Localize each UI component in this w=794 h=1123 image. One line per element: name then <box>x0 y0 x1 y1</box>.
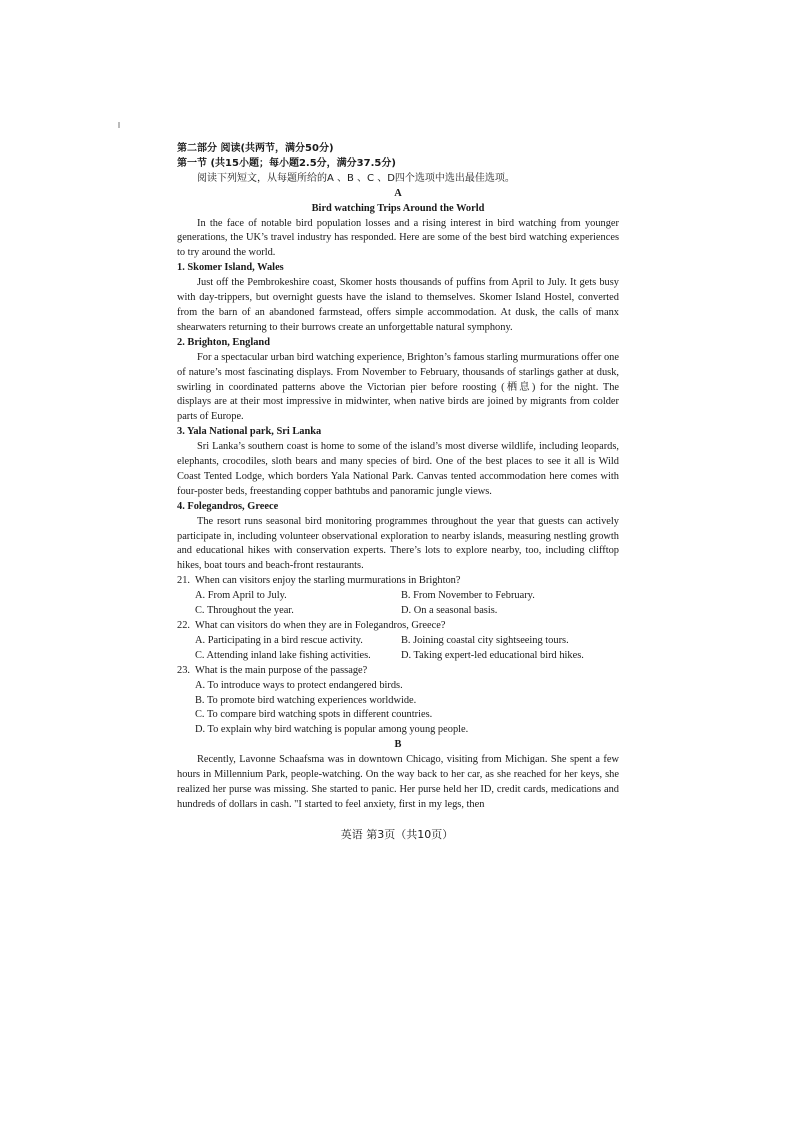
item-heading-folegandros: 4. Folegandros, Greece <box>177 500 279 512</box>
question-21 <box>177 574 619 589</box>
option-d[interactable]: D. On a seasonal basis. <box>401 605 498 617</box>
passage-a-intro: In the face of notable bird population losses and a rising interest in bird watching from younger generations, the UK’s travel industry has responded. Here are some of the best bird watching experiences to try around the world. <box>177 217 619 259</box>
item-heading-yala: 3. Yala National park, Sri Lanka <box>177 426 322 438</box>
item-text-folegandros: The resort runs seasonal bird monitoring programmes throughout the year that guests can actively participate in, including volunteer observational exploration to nearby islands, measuring nestling growth and educational hikes with conservation experts. There’s lots to explore nearby, too, including clifftop hikes, boat tours and beach-front restaurants. <box>177 515 619 572</box>
option-b[interactable]: B. To promote bird watching experiences worldwide. <box>195 694 417 706</box>
option-c[interactable]: C. To compare bird watching spots in different countries. <box>195 709 433 721</box>
question-22-options-row <box>177 634 619 649</box>
option-c[interactable]: C. Attending inland lake fishing activities. <box>195 649 371 661</box>
question-21-options-row <box>177 589 619 604</box>
item-heading-skomer: 1. Skomer Island, Wales <box>177 262 284 274</box>
question-stem: What can visitors do when they are in Folegandros, Greece? <box>195 620 446 631</box>
section-instructions: 阅读下列短文，从每题所给的A 、B 、C 、D四个选项中选出最佳选项。 <box>197 172 515 184</box>
passage-b-letter: B <box>394 739 402 751</box>
option-b[interactable]: B. From November to February. <box>401 590 535 602</box>
option-c[interactable]: C. Throughout the year. <box>195 605 294 617</box>
section-subtitle: 第一节 (共15小题；每小题2.5分，满分37.5分) <box>177 157 396 169</box>
section-title: 第二部分 阅读(共两节，满分50分) <box>177 143 334 154</box>
passage-a-title: Bird watching Trips Around the World <box>311 202 485 214</box>
option-a[interactable]: A. To introduce ways to protect endangered birds. <box>195 679 403 691</box>
question-number: 21. <box>177 575 190 587</box>
question-21-options-row <box>177 604 619 619</box>
item-text-skomer: Just off the Pembrokeshire coast, Skomer hosts thousands of puffins from April to July. It gets busy with day-trippers, but overnight guests have the island to themselves. Skomer Island Hostel, converted from the barn of an abandoned farmstead, offers simple accommodation. At dusk, the calls of manx shearwaters returning to their burrows create an unforgettable natural symphony. <box>177 277 619 333</box>
page-content <box>177 142 619 813</box>
question-23 <box>177 664 619 679</box>
question-22 <box>177 619 619 634</box>
item-heading-brighton: 2. Brighton, England <box>177 336 270 348</box>
passage-b-text: Recently, Lavonne Schaafsma was in downtown Chicago, visiting from Michigan. She spent a few hours in Millennium Park, people-watching. On the way back to her car, as she reached for her keys, she realized her purse was missing. She started to panic. Her purse held her ID, credit cards, medications and hundreds of dollars in cash. "I started to feel anxiety, first in my legs, then <box>177 754 619 810</box>
option-b[interactable]: B. Joining coastal city sightseeing tours. <box>401 634 569 646</box>
option-d[interactable]: D. To explain why bird watching is popular among young people. <box>195 724 469 736</box>
item-text-brighton: For a spectacular urban bird watching experience, Brighton’s famous starling murmurations offer one of nature’s most fascinating displays. From November to February, thousands of starlings gather at dusk, swirling in coordinated patterns above the Victorian pier before roosting (栖息) for the night. The displays are at their most impressive in midwinter, when native birds are joined by migrants from colder parts of Europe. <box>177 351 619 423</box>
question-stem: When can visitors enjoy the starling murmurations in Brighton? <box>195 575 461 587</box>
scan-speck <box>118 122 120 128</box>
option-d[interactable]: D. Taking expert-led educational bird hikes. <box>401 649 584 661</box>
item-text-yala: Sri Lanka’s southern coast is home to some of the island’s most diverse wildlife, including leopards, elephants, crocodiles, sloth bears and many species of bird. One of the best places to see it all is Wild Coast Tented Lodge, which borders Yala National Park. Canvas tented accommodation here comes with four-poster beds, freestanding copper bathtubs and panoramic jungle views. <box>177 441 619 497</box>
page-footer: 英语 第3页（共10页） <box>340 828 454 841</box>
question-number: 23. <box>177 664 190 676</box>
option-a[interactable]: A. From April to July. <box>195 590 287 602</box>
passage-a-letter: A <box>394 187 402 199</box>
question-stem: What is the main purpose of the passage? <box>195 664 368 676</box>
question-22-options-row <box>177 649 619 664</box>
option-a[interactable]: A. Participating in a bird rescue activity. <box>195 634 363 646</box>
question-number: 22. <box>177 620 190 631</box>
